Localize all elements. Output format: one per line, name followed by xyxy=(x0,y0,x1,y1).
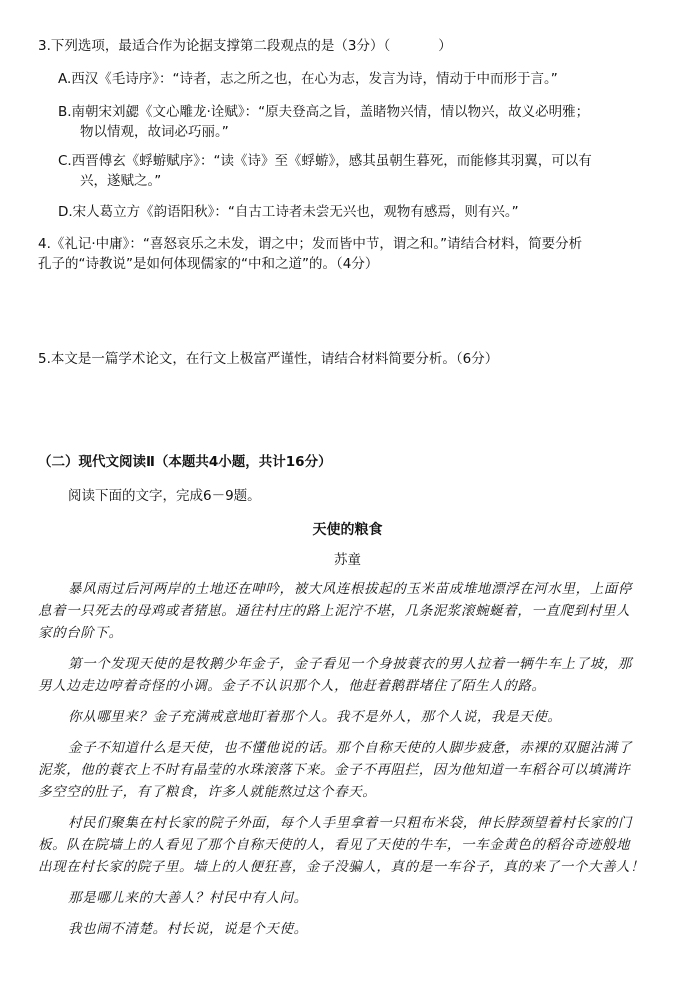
story-paragraph-5-line-1: 村民们聚集在村长家的院子外面，每个人手里拿着一只粗布米袋，伸长脖颈望着村长家的门 xyxy=(68,815,632,831)
story-author: 苏童 xyxy=(334,552,361,568)
story-paragraph-1-line-2: 息着一只死去的母鸡或者猪崽。通往村庄的路上泥泞不堪，几条泥浆滚蜿蜒着，一直爬到村里人 xyxy=(38,603,631,619)
story-paragraph-4-line-2: 泥浆，他的蓑衣上不时有晶莹的水珠滚落下来。金子不再阻拦，因为他知道一车稻谷可以填满许 xyxy=(38,762,631,778)
question-3-stem-text: 3.下列选项，最适合作为论据支撑第二段观点的是（3分）（ xyxy=(38,38,391,54)
section-instruction: 阅读下面的文字，完成6－9题。 xyxy=(68,488,261,504)
story-title: 天使的粮食 xyxy=(312,522,383,538)
option-c-line-1: C.西晋傅玄《蜉蝣赋序》：“读《诗》至《蜉蝣》，感其虽朝生暮死，而能修其羽翼，可以有 xyxy=(58,153,592,169)
question-3-stem-end: ） xyxy=(438,38,452,54)
story-paragraph-1-line-3: 家的台阶下。 xyxy=(38,625,123,641)
option-a: A.西汉《毛诗序》：“诗者，志之所之也，在心为志，发言为诗，情动于中而形于言。” xyxy=(58,71,558,87)
story-paragraph-2-line-2: 男人边走边哼着奇怪的小调。金子不认识那个人，他赶着鹅群堵住了陌生人的路。 xyxy=(38,678,546,694)
story-paragraph-5-line-2: 板。队在院墙上的人看见了那个自称天使的人，看见了天使的牛车，一车金黄色的稻谷奇迹般地 xyxy=(38,837,631,853)
story-paragraph-6: 那是哪儿来的大善人？村民中有人问。 xyxy=(68,890,308,906)
section-heading: （二）现代文阅读Ⅱ（本题共4小题，共计16分） xyxy=(38,454,332,470)
story-paragraph-4-line-1: 金子不知道什么是天使，也不懂他说的话。那个自称天使的人脚步疲惫，赤裸的双腿沾满了 xyxy=(68,740,632,756)
option-c-line-2: 兴，遂赋之。” xyxy=(80,173,162,189)
question-4-line-2: 孔子的“诗教说”是如何体现儒家的“中和之道”的。（4分） xyxy=(38,256,379,272)
story-paragraph-3: 你从哪里来？金子充满戒意地盯着那个人。我不是外人，那个人说，我是天使。 xyxy=(68,709,562,725)
story-paragraph-1-line-1: 暴风雨过后河两岸的土地还在呻吟，被大风连根拔起的玉米苗成堆地漂浮在河水里，上面停 xyxy=(68,581,632,597)
question-4-line-1: 4.《礼记·中庸》：“喜怒哀乐之未发，谓之中；发而皆中节，谓之和。”请结合材料，简要分析 xyxy=(38,236,583,252)
story-paragraph-5-line-3: 出现在村长家的院子里。墙上的人便狂喜，金子没骗人，真的是一车谷子，真的来了一个大善人！ xyxy=(38,859,645,875)
story-paragraph-7: 我也闹不清楚。村长说，说是个天使。 xyxy=(68,921,308,937)
question-5: 5.本文是一篇学术论文，在行文上极富严谨性，请结合材料简要分析。（6分） xyxy=(38,351,499,367)
option-d: D.宋人葛立方《韵语阳秋》：“自古工诗者未尝无兴也，观物有感焉，则有兴。” xyxy=(58,204,519,220)
story-paragraph-2-line-1: 第一个发现天使的是牧鹅少年金子，金子看见一个身披蓑衣的男人拉着一辆牛车上了坡，那 xyxy=(68,656,632,672)
option-b-line-1: B.南朝宋刘勰《文心雕龙·诠赋》：“原夫登高之旨，盖睹物兴情，情以物兴，故义必明雅； xyxy=(58,104,590,120)
option-b-line-2: 物以情观，故词必巧丽。” xyxy=(80,124,229,140)
question-3-stem xyxy=(38,36,452,56)
story-paragraph-4-line-3: 多空空的肚子，有了粮食，许多人就能熬过这个春天。 xyxy=(38,784,377,800)
